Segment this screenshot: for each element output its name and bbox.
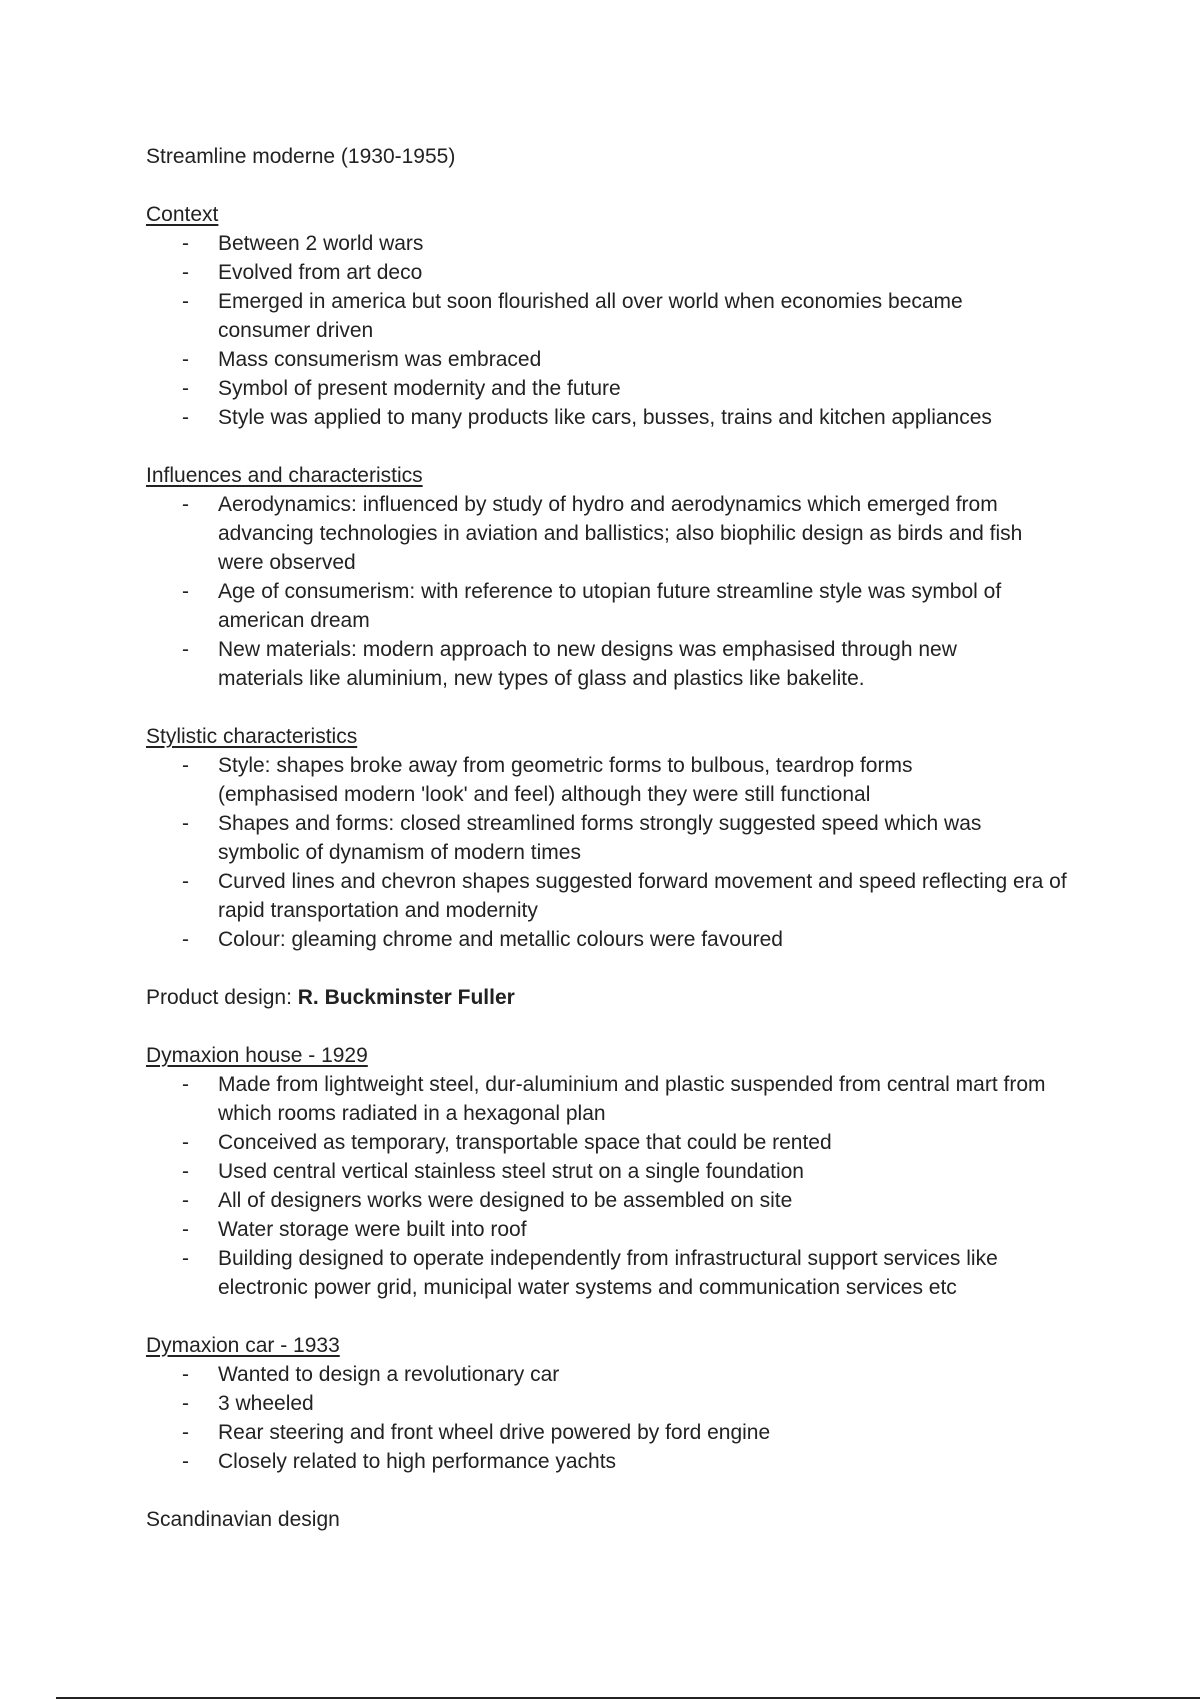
list-item [146, 925, 1078, 954]
designer-name: R. Buckminster Fuller [297, 986, 515, 1009]
bullet-dash: - [182, 232, 189, 255]
list-item [146, 809, 1038, 867]
dymaxion-car-heading: Dymaxion car - 1933 [146, 1334, 340, 1357]
list-item [146, 403, 1078, 432]
list-item-text: Used central vertical stainless steel strut on a single foundation [218, 1160, 804, 1183]
context-list [146, 229, 1076, 432]
bullet-dash: - [182, 493, 189, 516]
influences-heading: Influences and characteristics [146, 464, 423, 487]
list-item-text: Shapes and forms: closed streamlined forms strongly suggested speed which was symbolic of dynamism of modern times [218, 812, 982, 864]
bullet-dash: - [182, 348, 189, 371]
bullet-dash: - [182, 812, 189, 835]
bullet-dash: - [182, 1131, 189, 1154]
list-item [146, 577, 1058, 635]
list-item [146, 490, 1048, 577]
bullet-dash: - [182, 1247, 189, 1270]
list-item-text: Style: shapes broke away from geometric forms to bulbous, teardrop forms (emphasised modern 'look' and feel) although they were still functional [218, 754, 913, 806]
list-item-text: Rear steering and front wheel drive powered by ford engine [218, 1421, 771, 1444]
list-item [146, 1418, 1078, 1447]
list-item-text: Style was applied to many products like cars, busses, trains and kitchen appliances [218, 406, 992, 429]
list-item-text: Symbol of present modernity and the future [218, 377, 621, 400]
list-item-text: New materials: modern approach to new designs was emphasised through new materials like aluminium, new types of glass and plastics like bakelite. [218, 638, 957, 690]
list-item [146, 229, 1078, 258]
list-item-text: Conceived as temporary, transportable space that could be rented [218, 1131, 832, 1154]
list-item [146, 345, 1078, 374]
bullet-dash: - [182, 1421, 189, 1444]
list-item [146, 1128, 1078, 1157]
list-item-text: Emerged in america but soon flourished all over world when economies became consumer driven [218, 290, 963, 342]
list-item [146, 287, 1018, 345]
list-item-text: Evolved from art deco [218, 261, 423, 284]
bullet-dash: - [182, 406, 189, 429]
list-item [146, 1447, 1078, 1476]
context-heading: Context [146, 203, 219, 226]
list-item [146, 635, 1018, 693]
list-item [146, 1186, 1078, 1215]
bullet-dash: - [182, 1450, 189, 1473]
list-item [146, 751, 1008, 809]
dymaxion-car-list [146, 1360, 1076, 1476]
page-bottom-divider [56, 1697, 1200, 1699]
list-item-text: Between 2 world wars [218, 232, 424, 255]
bullet-dash: - [182, 1189, 189, 1212]
list-item-text: 3 wheeled [218, 1392, 314, 1415]
list-item-text: Closely related to high performance yachts [218, 1450, 617, 1473]
next-section-title: Scandinavian design [146, 1508, 340, 1531]
list-item [146, 1157, 1078, 1186]
list-item-text: Wanted to design a revolutionary car [218, 1363, 560, 1386]
stylistic-list [146, 751, 1076, 954]
list-item-text: Made from lightweight steel, dur-aluminium and plastic suspended from central mart from which rooms radiated in a hexagonal plan [218, 1073, 1046, 1125]
list-item [146, 1244, 1058, 1302]
bullet-dash: - [182, 261, 189, 284]
bullet-dash: - [182, 1363, 189, 1386]
bullet-dash: - [182, 580, 189, 603]
list-item [146, 374, 1078, 403]
dymaxion-house-heading: Dymaxion house - 1929 [146, 1044, 368, 1067]
list-item [146, 1389, 1078, 1418]
list-item-text: All of designers works were designed to be assembled on site [218, 1189, 793, 1212]
bullet-dash: - [182, 1160, 189, 1183]
bullet-dash: - [182, 1073, 189, 1096]
bullet-dash: - [182, 870, 189, 893]
bullet-dash: - [182, 928, 189, 951]
bullet-dash: - [182, 290, 189, 313]
bullet-dash: - [182, 1218, 189, 1241]
influences-list [146, 490, 1076, 693]
stylistic-heading: Stylistic characteristics [146, 725, 358, 748]
list-item-text: Mass consumerism was embraced [218, 348, 542, 371]
dymaxion-house-list [146, 1070, 1076, 1302]
bullet-dash: - [182, 377, 189, 400]
document-page [146, 142, 1076, 1534]
bullet-dash: - [182, 1392, 189, 1415]
list-item-text: Colour: gleaming chrome and metallic colours were favoured [218, 928, 783, 951]
bullet-dash: - [182, 754, 189, 777]
document-title: Streamline moderne (1930-1955) [146, 145, 456, 168]
list-item [146, 867, 1068, 925]
list-item-text: Age of consumerism: with reference to utopian future streamline style was symbol of american dream [218, 580, 1002, 632]
list-item [146, 1215, 1078, 1244]
list-item [146, 1070, 1048, 1128]
list-item-text: Water storage were built into roof [218, 1218, 527, 1241]
product-design-label: Product design: [146, 986, 298, 1009]
list-item [146, 258, 1078, 287]
product-design-line [146, 983, 1076, 1012]
list-item-text: Building designed to operate independently from infrastructural support services like electronic power grid, municipal water systems and communication services etc [218, 1247, 998, 1299]
list-item [146, 1360, 1078, 1389]
bullet-dash: - [182, 638, 189, 661]
list-item-text: Curved lines and chevron shapes suggested forward movement and speed reflecting era of rapid transportation and modernity [218, 870, 1067, 922]
list-item-text: Aerodynamics: influenced by study of hydro and aerodynamics which emerged from advancing technologies in aviation and ballistics; also biophilic design as birds and fish were observed [218, 493, 1023, 574]
